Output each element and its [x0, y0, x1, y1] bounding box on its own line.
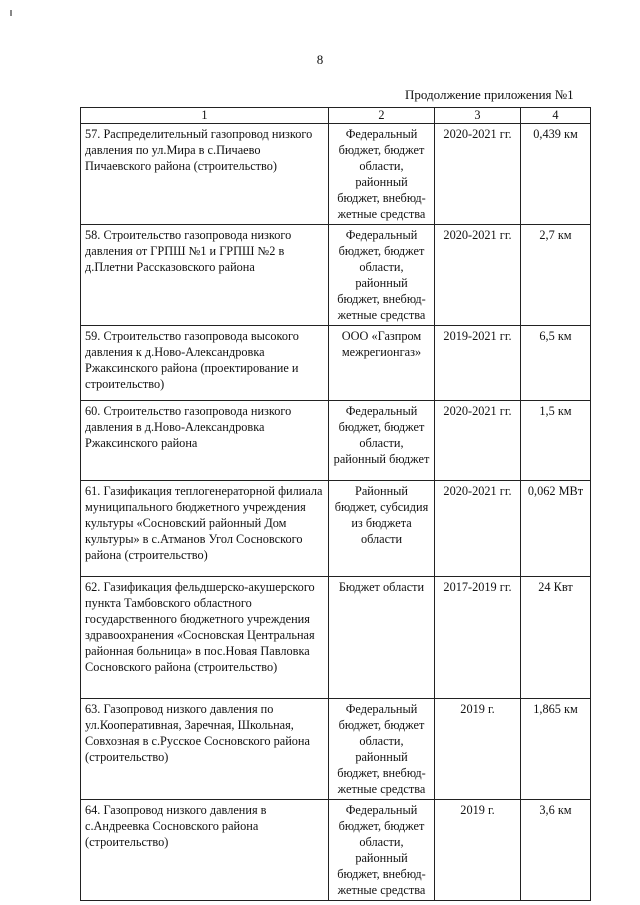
object-cell: 60. Строительство газопровода низкого давления в д.Ново-Александровка Ржаксинского района	[81, 401, 329, 481]
capacity-cell: 24 Квт	[521, 577, 591, 699]
period-cell: 2017-2019 гг.	[435, 577, 521, 699]
table-row	[81, 800, 591, 901]
period-cell: 2019 г.	[435, 699, 521, 800]
capacity-cell: 6,5 км	[521, 326, 591, 401]
column-header: 2	[329, 108, 435, 124]
funding-source-cell: Бюджет области	[329, 577, 435, 699]
table-row	[81, 326, 591, 401]
page-number: 8	[316, 52, 324, 67]
capacity-cell: 1,5 км	[521, 401, 591, 481]
period-cell: 2019 г.	[435, 800, 521, 901]
funding-source-cell: Федеральный бюджет, бюджет области, районный бюджет, внебюд-жетные средства	[329, 124, 435, 225]
capacity-cell: 3,6 км	[521, 800, 591, 901]
object-cell: 64. Газопровод низкого давления в с.Андреевка Сосновского района (строительство)	[81, 800, 329, 901]
object-cell: 57. Распределительный газопровод низкого давления по ул.Мира в с.Пичаево Пичаевского района (строительство)	[81, 124, 329, 225]
table-row	[81, 577, 591, 699]
period-cell: 2019-2021 гг.	[435, 326, 521, 401]
appendix-continuation-note: Продолжение приложения №1	[405, 87, 574, 102]
capacity-cell: 2,7 км	[521, 225, 591, 326]
funding-source-cell: Федеральный бюджет, бюджет области, районный бюджет, внебюд-жетные средства	[329, 225, 435, 326]
gasification-table	[80, 107, 591, 901]
period-cell: 2020-2021 гг.	[435, 401, 521, 481]
scan-mark	[10, 10, 12, 16]
object-cell: 62. Газификация фельдшерско-акушерского пункта Тамбовского областного государственного бюджетного учреждения здравоохранения «Сосновская Центральная районная больница» в пос.Новая Павловка Сосновского района (строительство)	[81, 577, 329, 699]
period-cell: 2020-2021 гг.	[435, 225, 521, 326]
object-cell: 58. Строительство газопровода низкого давления от ГРПШ №1 и ГРПШ №2 в д.Плетни Рассказовского района	[81, 225, 329, 326]
column-header: 4	[521, 108, 591, 124]
capacity-cell: 0,439 км	[521, 124, 591, 225]
funding-source-cell: Федеральный бюджет, бюджет области, районный бюджет, внебюд-жетные средства	[329, 699, 435, 800]
object-cell: 59. Строительство газопровода высокого давления к д.Ново-Александровка Ржаксинского района (проектирование и строительство)	[81, 326, 329, 401]
capacity-cell: 1,865 км	[521, 699, 591, 800]
period-cell: 2020-2021 гг.	[435, 481, 521, 577]
object-cell: 61. Газификация теплогенераторной филиала муниципального бюджетного учреждения культуры «Сосновский районный Дом культуры» в с.Атманов Угол Сосновского района (строительство)	[81, 481, 329, 577]
table-row	[81, 225, 591, 326]
table-row	[81, 124, 591, 225]
funding-source-cell: Федеральный бюджет, бюджет области, районный бюджет	[329, 401, 435, 481]
capacity-cell: 0,062 МВт	[521, 481, 591, 577]
table-header-row	[81, 108, 591, 124]
object-cell: 63. Газопровод низкого давления по ул.Кооперативная, Заречная, Школьная, Совхозная в с.Русское Сосновского района (строительство)	[81, 699, 329, 800]
column-header: 3	[435, 108, 521, 124]
column-header: 1	[81, 108, 329, 124]
funding-source-cell: ООО «Газпром межрегионгаз»	[329, 326, 435, 401]
period-cell: 2020-2021 гг.	[435, 124, 521, 225]
table-row	[81, 481, 591, 577]
table-row	[81, 401, 591, 481]
table-row	[81, 699, 591, 800]
funding-source-cell: Федеральный бюджет, бюджет области, районный бюджет, внебюд-жетные средства	[329, 800, 435, 901]
funding-source-cell: Районный бюджет, субсидия из бюджета области	[329, 481, 435, 577]
